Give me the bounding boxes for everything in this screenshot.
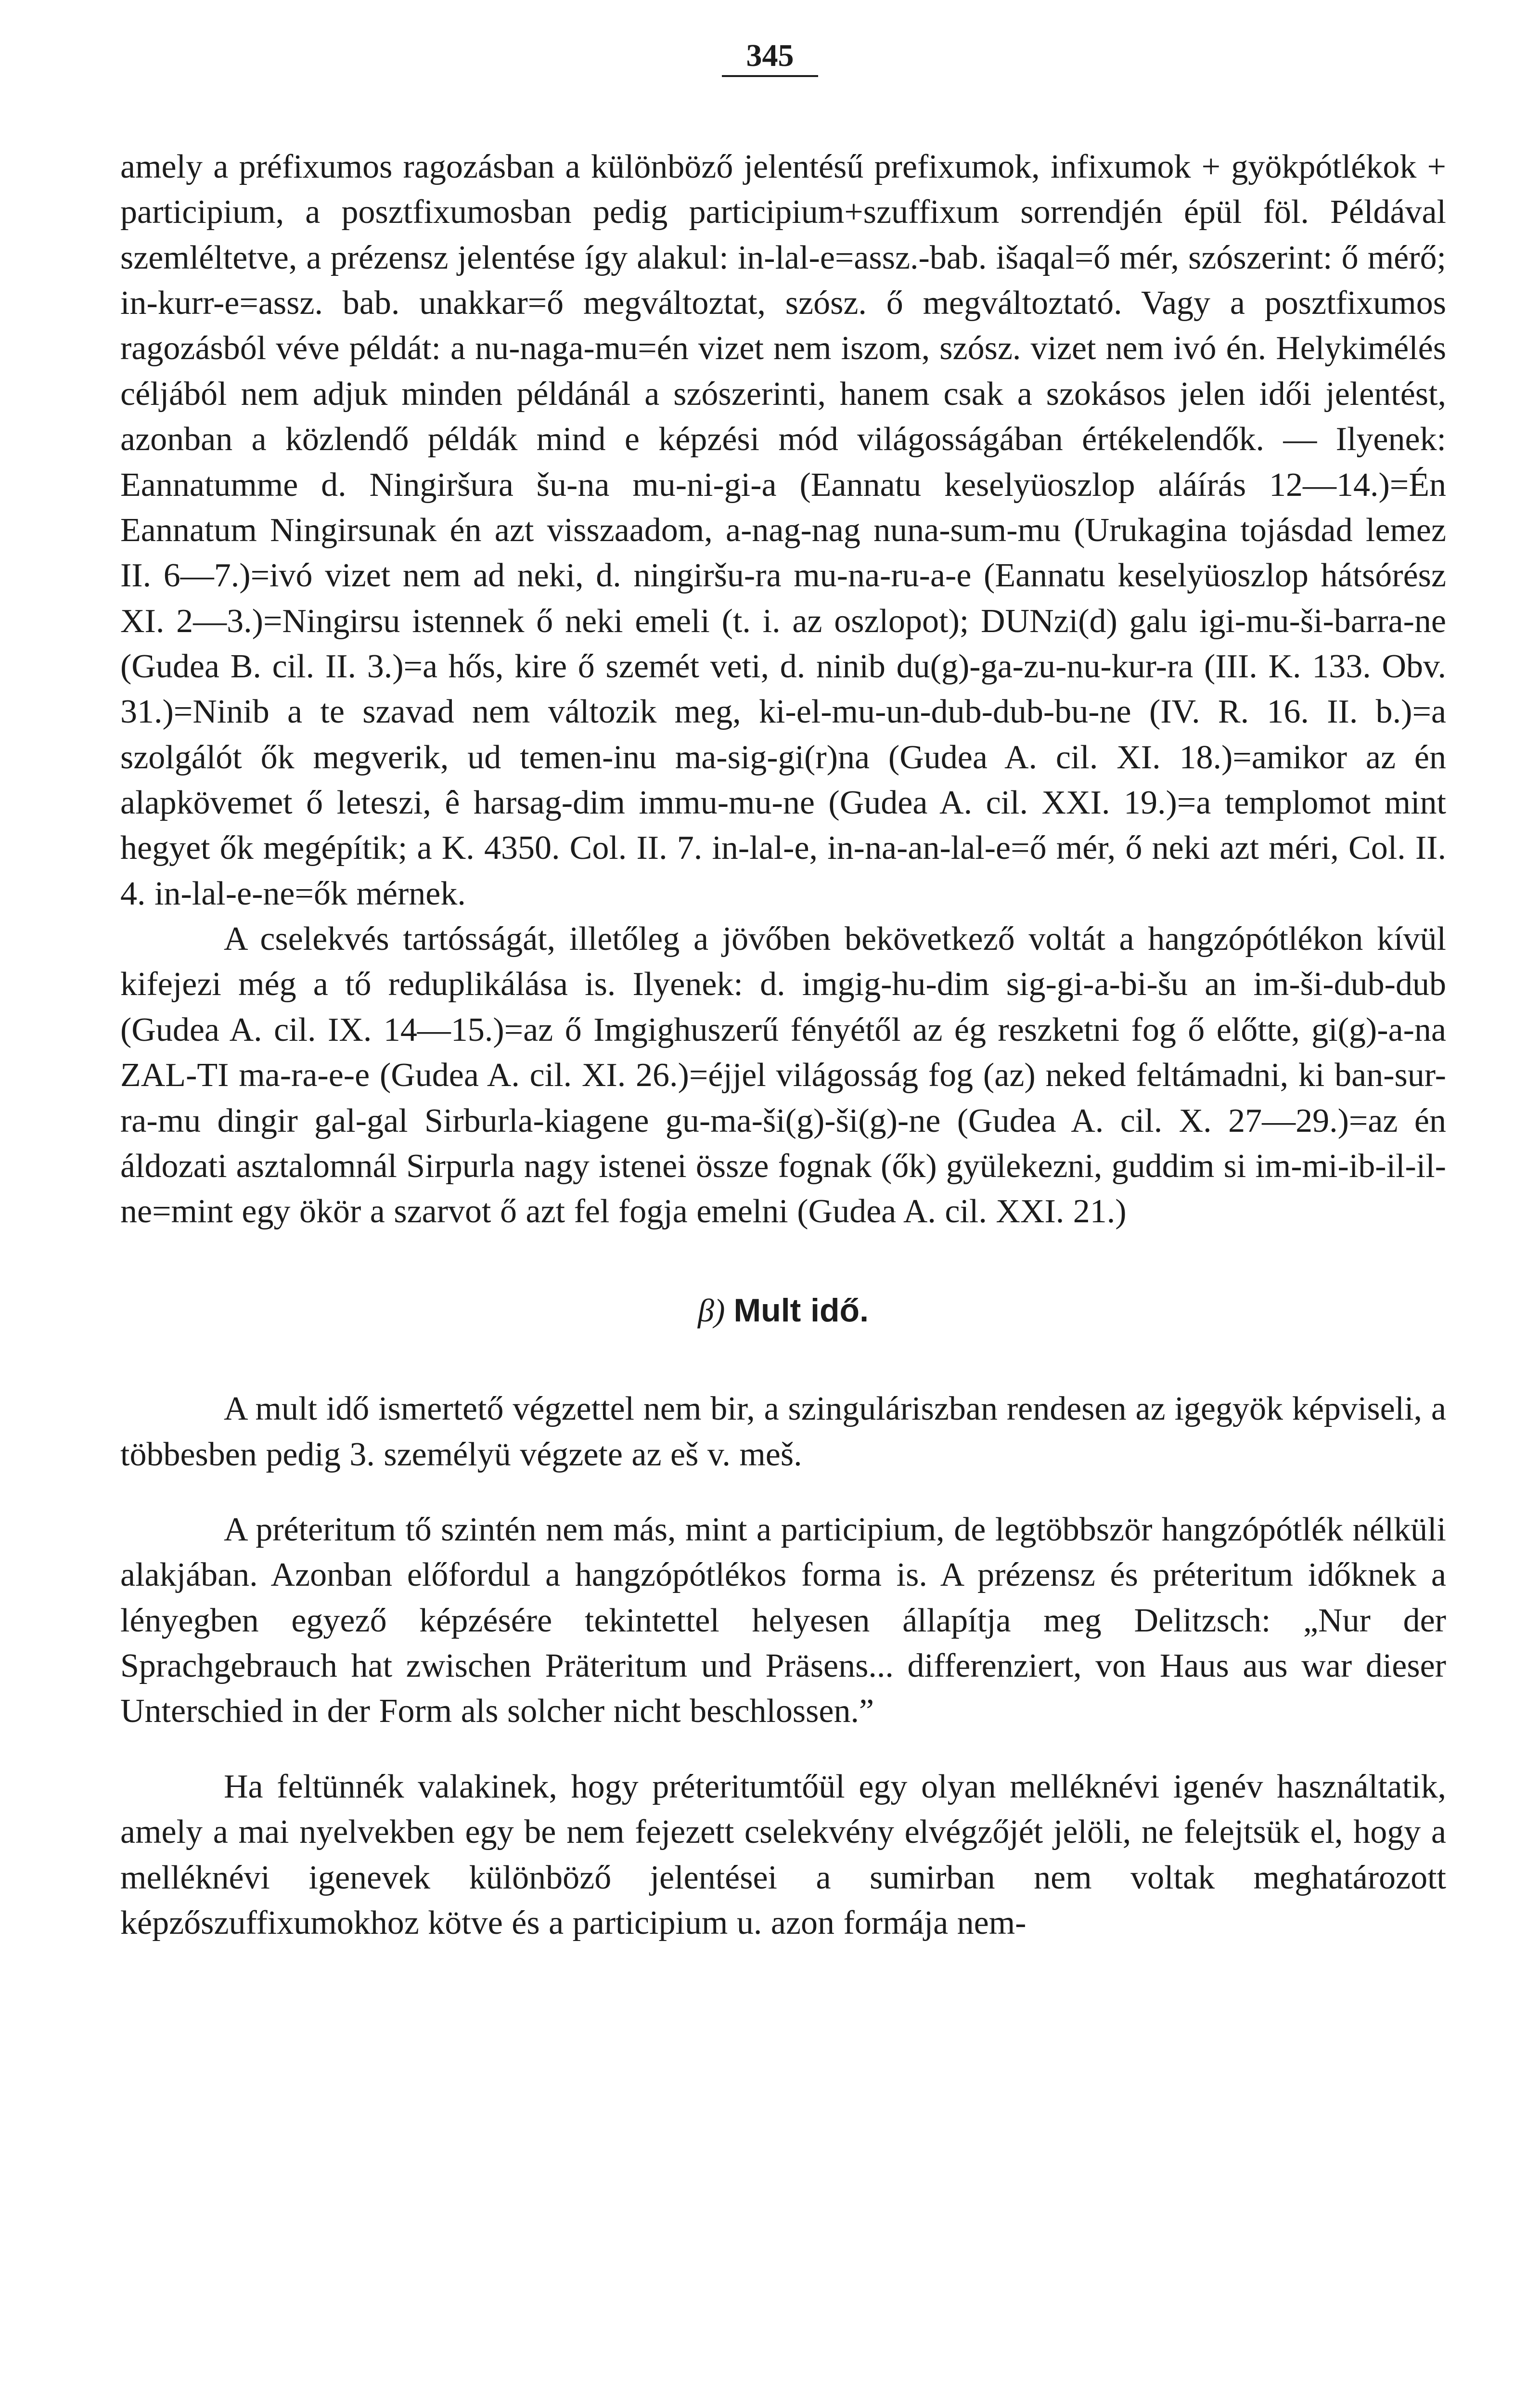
section-heading-marker: β) bbox=[698, 1292, 725, 1329]
paragraph-5: Ha feltünnék valakinek, hogy préteritumtőül egy olyan melléknévi igenév használtatik, amely a mai nyelvekben egy be nem fejezett cselekvény elvégzőjét jelöli, ne felejtsük el, hogy a melléknévi igenevek különböző jelentései a sumirban nem voltak meghatározott képzőszuffixumokhoz kötve és a participium u. azon formája nem- bbox=[120, 1768, 1446, 1941]
page-number: 345 bbox=[722, 38, 818, 77]
section-heading bbox=[120, 1289, 1446, 1333]
page-body bbox=[120, 144, 1446, 1946]
section-heading-title: Mult idő. bbox=[733, 1292, 869, 1329]
paragraph-3: A mult idő ismertető végzettel nem bir, a szinguláriszban rendesen az igegyök képviseli, a többesben pedig 3. személyü végzete az eš v. meš. bbox=[120, 1390, 1446, 1473]
paragraph-4: A préteritum tő szintén nem más, mint a participium, de legtöbbször hangzópótlék nélküli alakjában. Azonban előfordul a hangzópótlékos forma is. A prézensz és préteritum időknek a lényegben egyező képzésére tekintettel helyesen állapítja meg Delitzsch: „Nur der Sprachgebrauch hat zwischen Präteritum und Präsens... differenziert, von Haus aus war dieser Unterschied in der Form als solcher nicht beschlossen.” bbox=[120, 1511, 1446, 1730]
paragraph-1: amely a préfixumos ragozásban a különböző jelentésű prefixumok, infixumok + gyökpótlékok + participium, a posztfixumosban pedig participium+szuffixum sorrendjén épül föl. Példával szemléltetve, a prézensz jelentése így alakul: in-lal-e=assz.-bab. išaqal=ő mér, szószerint: ő mérő; in-kurr-e=assz. bab. unakkar=ő megváltoztat, szósz. ő megváltoztató. Vagy a posztfixumos ragozásból véve példát: a nu-naga-mu=én vizet nem iszom, szósz. vizet nem ivó én. Helykimélés céljából nem adjuk minden példánál a szószerinti, hanem csak a szokásos jelen idői jelentést, azonban a közlendő példák mind e képzési mód világosságában értékelendők. — Ilyenek: Eannatumme d. Ningiršura šu-na mu-ni-gi-a (Eannatu keselyüoszlop aláírás 12—14.)=Én Eannatum Ningirsunak én azt visszaadom, a-nag-nag nuna-sum-mu (Urukagina tojásdad lemez II. 6—7.)=ivó vizet nem ad neki, d. ningiršu-ra mu-na-ru-a-e (Eannatu keselyüoszlop hátsórész XI. 2—3.)=Ningirsu istennek ő neki emeli (t. i. az oszlopot); DUNzi(d) galu igi-mu-ši-barra-ne (Gudea B. cil. II. 3.)=a hős, kire ő szemét veti, d. ninib du(g)-ga-zu-nu-kur-ra (III. K. 133. Obv. 31.)=Ninib a te szavad nem változik meg, ki-el-mu-un-dub-dub-bu-ne (IV. R. 16. II. b.)=a szolgálót ők megverik, ud temen-inu ma-sig-gi(r)na (Gudea A. cil. XI. 18.)=amikor az én alapkövemet ő leteszi, ê harsag-dim immu-mu-ne (Gudea A. cil. XXI. 19.)=a templomot mint hegyet ők megépítik; a K. 4350. Col. II. 7. in-lal-e, in-na-an-lal-e=ő mér, ő neki azt méri, Col. II. 4. in-lal-e-ne=ők mérnek. bbox=[120, 148, 1446, 912]
paragraph-2: A cselekvés tartósságát, illetőleg a jövőben bekövetkező voltát a hangzópótlékon kívül kifejezi még a tő reduplikálása is. Ilyenek: d. imgig-hu-dim sig-gi-a-bi-šu an im-ši-dub-dub (Gudea A. cil. IX. 14—15.)=az ő Imgighuszerű fényétől az ég reszketni fog ő előtte, gi(g)-a-na ZAL-TI ma-ra-e-e (Gudea A. cil. XI. 26.)=éjjel világosság fog (az) neked feltámadni, ki ban-sur-ra-mu dingir gal-gal Sirburla-kiagene gu-ma-ši(g)-ši(g)-ne (Gudea A. cil. X. 27—29.)=az én áldozati asztalomnál Sirpurla nagy istenei össze fognak (ők) gyülekezni, guddim si im-mi-ib-il-il-ne=mint egy ökör a szarvot ő azt fel fogja emelni (Gudea A. cil. XXI. 21.) bbox=[120, 920, 1446, 1230]
